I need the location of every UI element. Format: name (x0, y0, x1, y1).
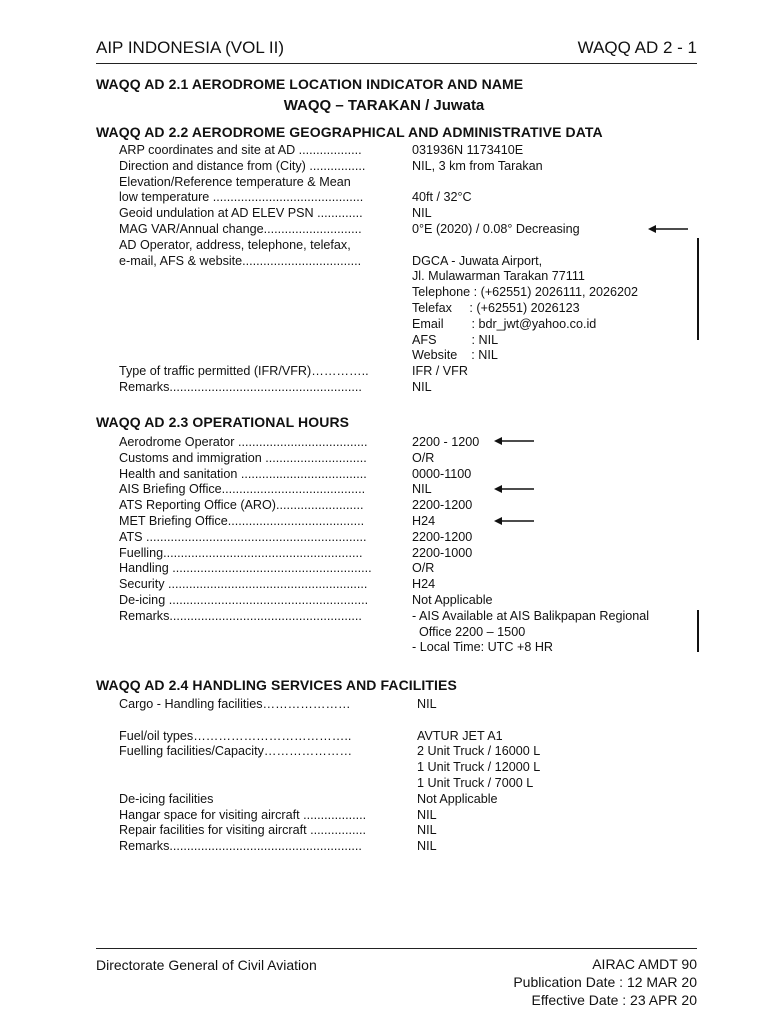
section-2-2-title: WAQQ AD 2.2 AERODROME GEOGRAPHICAL AND ADMINISTRATIVE DATA (96, 124, 603, 140)
footer-publication-date: Publication Date : 12 MAR 20 (513, 974, 697, 990)
row-value: NIL (417, 807, 437, 822)
row-label: Health and sanitation .................................... (119, 466, 367, 481)
row-value: 0°E (2020) / 0.08° Decreasing (412, 222, 580, 236)
row-label: Geoid undulation at AD ELEV PSN ............. (119, 206, 363, 221)
row-label: Elevation/Reference temperature & Mean (119, 174, 351, 189)
row-value: 2 Unit Truck / 16000 L (417, 744, 541, 759)
row-value: 2200-1000 (412, 545, 473, 560)
arrow-left-icon (494, 436, 534, 446)
row-value: - Local Time: UTC +8 HR (412, 640, 554, 655)
page-header (96, 37, 697, 64)
row-label: ATS ............................................................... (119, 529, 367, 544)
row-label: Fuelling......................................................... (119, 545, 363, 560)
row-value: NIL (412, 206, 432, 221)
row-value: NIL (412, 482, 432, 497)
row-label: Aerodrome Operator ..................................... (119, 435, 368, 449)
row-label: Repair facilities for visiting aircraft ................ (119, 823, 367, 838)
row-value: O/R (412, 561, 435, 576)
row-label: Fuel/oil types……………………………….. (119, 728, 352, 743)
row-label: e-mail, AFS & website.................................. (119, 253, 362, 268)
arrow-left-icon (494, 516, 534, 526)
row-value: Telephone : (+62551) 2026111, 2026202 (412, 285, 639, 300)
row-value: AFS : NIL (412, 332, 499, 347)
section-2-3-title: WAQQ AD 2.3 OPERATIONAL HOURS (96, 414, 350, 430)
row-value: NIL (417, 823, 437, 838)
row-value: IFR / VFR (412, 364, 468, 379)
row-value: O/R (412, 450, 435, 465)
footer-dates (513, 955, 697, 1009)
row-label: MET Briefing Office....................................... (119, 514, 365, 528)
row-label: Remarks....................................................... (119, 839, 362, 854)
row-value: 1 Unit Truck / 7000 L (417, 776, 534, 790)
row-value: AVTUR JET A1 (417, 728, 503, 743)
change-bar (697, 238, 699, 340)
footer-org: Directorate General of Civil Aviation (96, 957, 317, 973)
arrow-left-icon (494, 484, 534, 494)
row-label: De-icing ......................................................... (119, 593, 369, 607)
footer-effective-date: Effective Date : 23 APR 20 (531, 992, 697, 1008)
row-value: 1 Unit Truck / 12000 L (417, 760, 541, 775)
row-label: Handling ......................................................... (119, 561, 372, 576)
aerodrome-name: WAQQ – TARAKAN / Juwata (283, 97, 485, 114)
header-right: WAQQ AD 2 - 1 (577, 38, 697, 57)
row-label: Type of traffic permitted (IFR/VFR)………….. (119, 364, 369, 379)
row-value: NIL (412, 380, 432, 394)
row-value: Office 2200 – 1500 (412, 624, 526, 639)
row-value: 2200 - 1200 (412, 435, 480, 449)
row-label: Fuelling facilities/Capacity………………… (119, 744, 353, 759)
footer-amdt: AIRAC AMDT 90 (592, 956, 697, 972)
row-value: 2200-1200 (412, 529, 473, 544)
header-left: AIP INDONESIA (VOL II) (96, 38, 284, 57)
row-value: Jl. Mulawarman Tarakan 77111 (412, 269, 585, 284)
row-value: Email : bdr_jwt@yahoo.co.id (412, 316, 597, 331)
row-value: 031936N 1173410E (412, 143, 524, 157)
row-value: Website : NIL (412, 348, 498, 363)
row-value: NIL, 3 km from Tarakan (412, 158, 543, 173)
section-2-4-title: WAQQ AD 2.4 HANDLING SERVICES AND FACILITIES (96, 677, 457, 693)
change-bar (697, 610, 699, 652)
row-value: Not Applicable (417, 791, 498, 806)
row-value: H24 (412, 514, 436, 528)
row-label: Remarks....................................................... (119, 380, 362, 394)
row-value: H24 (412, 577, 436, 592)
row-label: low temperature ........................................... (119, 190, 364, 205)
row-label: MAG VAR/Annual change............................ (119, 222, 362, 236)
row-label: Remarks....................................................... (119, 608, 362, 623)
row-value: - AIS Available at AIS Balikpapan Regional (412, 608, 650, 623)
row-label: Security ......................................................... (119, 577, 368, 592)
row-value: Telefax : (+62551) 2026123 (412, 301, 580, 315)
arrow-left-icon (648, 224, 688, 234)
row-label: De-icing facilities (119, 791, 214, 806)
row-label: AD Operator, address, telephone, telefax, (119, 237, 351, 252)
row-value: 40ft / 32°C (412, 190, 472, 205)
row-value: 2200-1200 (412, 498, 473, 513)
row-label: ATS Reporting Office (ARO)......................... (119, 498, 364, 513)
row-label: Cargo - Handling facilities………………… (119, 697, 351, 711)
row-value: NIL (417, 697, 437, 711)
row-value: 0000-1100 (412, 466, 472, 481)
row-label: Customs and immigration ............................. (119, 450, 367, 465)
row-label: ARP coordinates and site at AD .................. (119, 143, 362, 157)
row-value: Not Applicable (412, 593, 493, 607)
row-label: Hangar space for visiting aircraft .................. (119, 807, 367, 822)
page-footer (96, 948, 697, 1008)
row-value: DGCA - Juwata Airport, (412, 253, 543, 268)
row-label: AIS Briefing Office......................................... (119, 482, 366, 497)
row-label: Direction and distance from (City) ................ (119, 158, 366, 173)
section-2-1-title: WAQQ AD 2.1 AERODROME LOCATION INDICATOR AND NAME (96, 76, 524, 92)
row-value: NIL (417, 839, 437, 854)
